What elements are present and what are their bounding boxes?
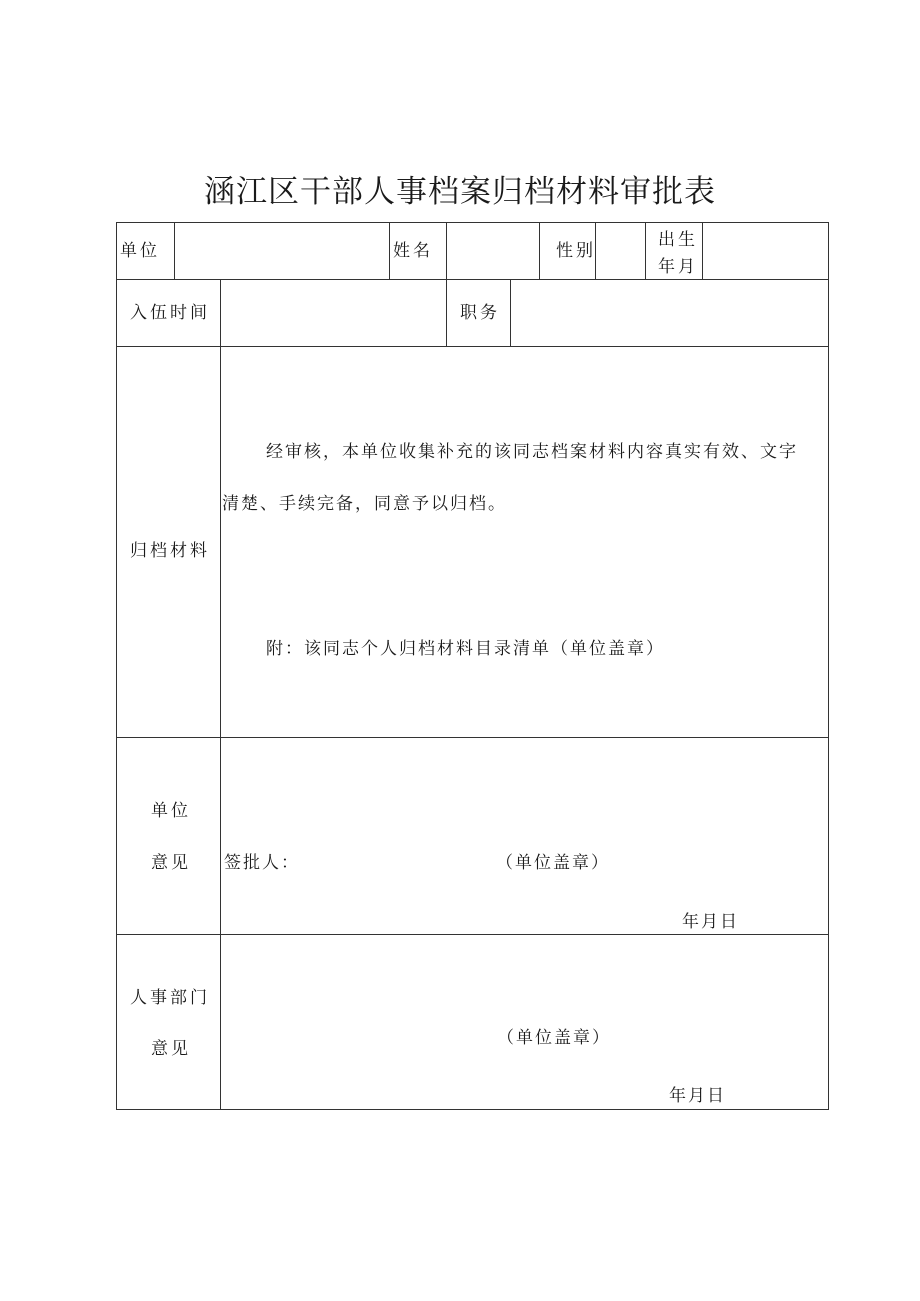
table-divider (116, 279, 829, 280)
archive-statement-line1: 经审核，本单位收集补充的该同志档案材料内容真实有效、文字 (266, 442, 798, 462)
table-border-left (116, 222, 117, 1110)
signer-label: 签批人： (224, 853, 300, 873)
table-divider (446, 222, 447, 279)
hr-opinion-date: 年月日 (669, 1086, 726, 1106)
table-divider (510, 279, 511, 346)
birth-label-line2: 年月 (658, 257, 698, 277)
name-field[interactable] (448, 224, 538, 278)
birth-label-line1: 出生 (658, 230, 698, 250)
birth-field[interactable] (704, 224, 827, 278)
table-divider (220, 279, 221, 346)
hr-opinion-label-line2: 意见 (151, 1039, 191, 1059)
position-field[interactable] (512, 281, 827, 345)
archive-statement-line2: 清楚、手续完备，同意予以归档。 (222, 494, 507, 514)
gender-label: 性别 (556, 241, 596, 261)
enlist-time-field[interactable] (222, 281, 445, 345)
table-divider (446, 279, 447, 346)
table-border-top (116, 222, 829, 223)
table-divider (116, 934, 829, 935)
signer-field[interactable] (300, 845, 480, 879)
hr-seal-label: （单位盖章） (497, 1028, 611, 1048)
table-divider (645, 222, 646, 279)
archive-material-label: 归档材料 (130, 541, 210, 561)
name-label: 姓名 (393, 241, 433, 261)
form-title: 涵江区干部人事档案归档材料审批表 (204, 174, 716, 210)
table-divider (116, 346, 829, 347)
gender-field[interactable] (597, 224, 644, 278)
unit-opinion-label-line1: 单位 (151, 801, 191, 821)
unit-seal-label: （单位盖章） (496, 853, 610, 873)
table-border-right (828, 222, 829, 1110)
table-divider (220, 346, 221, 1109)
table-divider (702, 222, 703, 279)
table-border-bottom (116, 1109, 829, 1110)
unit-opinion-date: 年月日 (682, 912, 739, 932)
table-divider (539, 222, 540, 279)
position-label: 职务 (460, 303, 500, 323)
table-divider (174, 222, 175, 279)
unit-field[interactable] (176, 224, 388, 278)
table-divider (389, 222, 390, 279)
unit-label: 单位 (120, 241, 160, 261)
attachment-note: 附：该同志个人归档材料目录清单（单位盖章） (266, 639, 665, 659)
enlist-time-label: 入伍时间 (130, 303, 210, 323)
table-divider (116, 737, 829, 738)
hr-opinion-label-line1: 人事部门 (130, 988, 210, 1008)
unit-opinion-label-line2: 意见 (151, 853, 191, 873)
